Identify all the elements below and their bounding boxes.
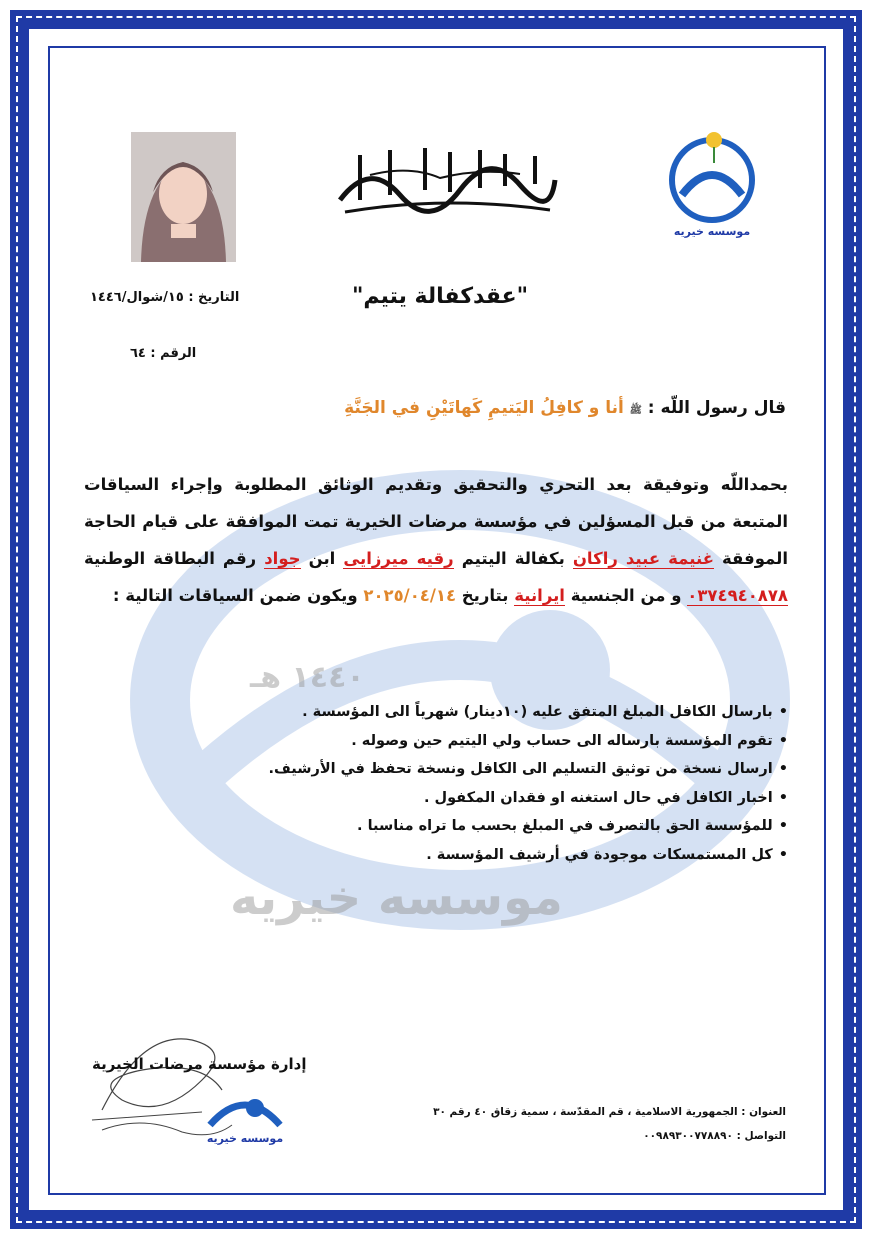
conditions-list: [168, 698, 788, 869]
body-text-7: ويكون ضمن السياقات التالية :: [112, 586, 358, 605]
watermark-text: موسسه خيريه: [230, 870, 563, 926]
address-line: العنوان : الجمهورية الاسلامية ، قم المقدّسة ، سمية زقاق ٤٠ رقم ٣٠: [433, 1106, 786, 1118]
list-item: • اخبار الكافل في حال استغنه او فقدان المكفول .: [168, 784, 788, 813]
document-title: "عقدكفالة يتيم": [351, 284, 529, 309]
organization-logo: [662, 125, 762, 245]
logo-caption: موسسه خيريه: [673, 225, 751, 238]
issue-date: ٢٠٢٥/٠٤/١٤: [363, 586, 457, 605]
orphan-name: رقيه ميرزايى: [343, 549, 454, 568]
list-item: • بارسال الكافل المبلغ المتفق عليه (١٠دينار) شهرياً الى المؤسسة .: [168, 698, 788, 727]
list-item: • تقوم المؤسسة بارساله الى حساب ولي اليتيم حين وصوله .: [168, 727, 788, 756]
contact-line: التواصل : ٠٠٩٨٩٣٠٠٧٧٨٨٩٠: [643, 1130, 786, 1142]
orphan-photo: [131, 132, 236, 262]
body-text-3: ابن: [308, 549, 336, 568]
stamp-caption: موسسه خيريه: [206, 1132, 284, 1145]
sponsor-name: غنيمة عبيد راكان: [572, 549, 714, 568]
body-text-5: و من الجنسية: [570, 586, 682, 605]
body-text-2: بكفالة اليتيم: [461, 549, 565, 568]
document-number: الرقم : ٦٤: [130, 346, 197, 361]
document-date: التاريخ : ١٥/شوال/١٤٤٦: [90, 290, 240, 305]
stamp-emblem-icon: [200, 1080, 290, 1135]
national-id: ٠٣٧٤٩٤٠٨٧٨: [687, 586, 788, 605]
contract-body: [84, 466, 788, 614]
father-name: جواد: [264, 549, 301, 568]
hadith-line: [86, 398, 786, 418]
list-item: • كل المستمسكات موجودة في أرشيف المؤسسة .: [168, 841, 788, 870]
list-item: • للمؤسسة الحق بالتصرف في المبلغ بحسب ما تراه مناسبا .: [168, 812, 788, 841]
nationality: ايرانية: [514, 586, 565, 605]
signature-title: إدارة مؤسسة مرضات الخيرية: [92, 1055, 307, 1073]
hadith-quote: أنا و كافِلُ اليَتيمِ كَهاتَيْنِ في الجَنَّةِ: [344, 398, 624, 418]
watermark-year: ١٤٤٠ هـ: [250, 660, 365, 695]
pbuh-symbol: ﷺ: [629, 405, 642, 416]
list-item: • ارسال نسخة من توثيق التسليم الى الكافل ونسخة تحفظ في الأرشيف.: [168, 755, 788, 784]
body-text-1: بحمداللّه وتوفيقة بعد التحري والتحقيق وتقديم الوثائق المطلوبة وإجراء السياقات المتبعة من قبل المسؤلين في مؤسسة مرضات الخيرية تمت الموافقة على قيام الحاجة الموفقة: [84, 475, 788, 568]
body-text-6: بتاريخ: [461, 586, 509, 605]
body-text-4: رقم البطاقة الوطنية: [84, 549, 257, 568]
basmala-calligraphy: [330, 140, 560, 220]
logo-emblem-icon: [662, 125, 762, 225]
hadith-prefix: قال رسول اللّه :: [647, 398, 786, 418]
stamp-logo: [200, 1080, 290, 1150]
